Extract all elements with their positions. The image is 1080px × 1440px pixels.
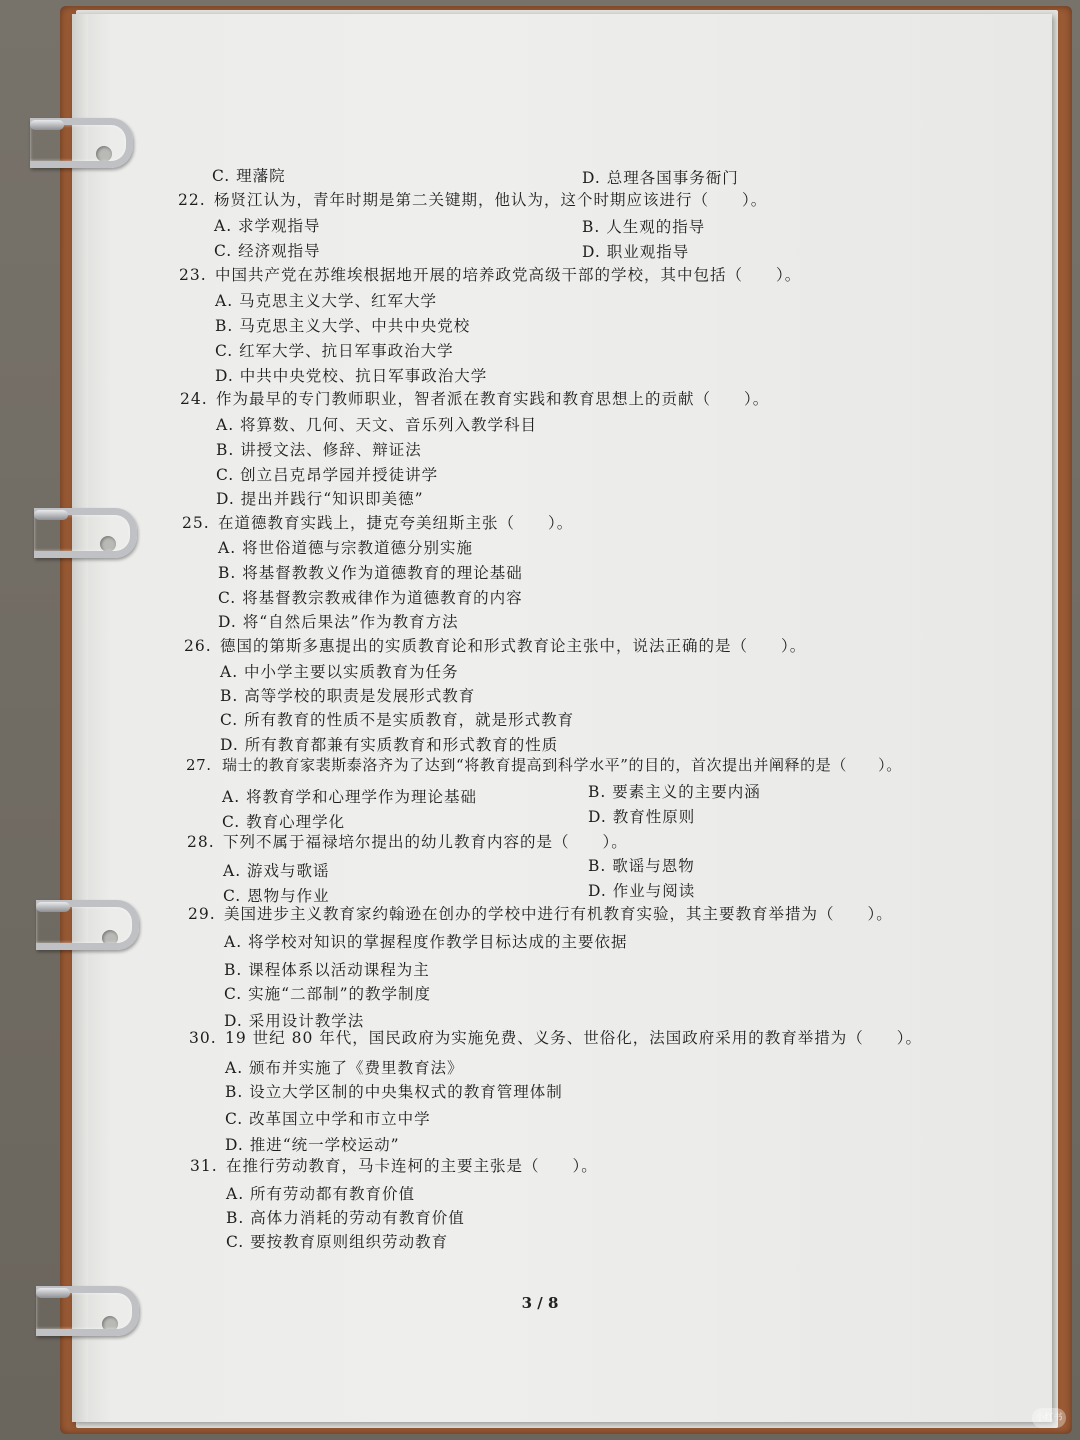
q26-option-d: D. 所有教育都兼有实质教育和形式教育的性质	[220, 736, 559, 754]
q28-option-c: C. 恩物与作业	[223, 887, 330, 905]
q22-number: 22.	[178, 191, 206, 209]
q31-number: 31.	[190, 1157, 218, 1175]
q25-option-a: A. 将世俗道德与宗教道德分别实施	[218, 539, 474, 557]
q25-option-b: B. 将基督教教义作为道德教育的理论基础	[218, 564, 523, 582]
q27-option-d: D. 教育性原则	[588, 808, 696, 826]
q22-option-b: B. 人生观的指导	[582, 218, 706, 236]
q23-stem	[179, 263, 801, 285]
q28-option-a: A. 游戏与歌谣	[223, 862, 330, 880]
q28-number: 28.	[187, 833, 215, 851]
q26-text: 德国的第斯多惠提出的实质教育论和形式教育论主张中，说法正确的是（ ）。	[220, 637, 807, 655]
q23-option-d: D. 中共中央党校、抗日军事政治大学	[215, 367, 488, 385]
q26-option-b: B. 高等学校的职责是发展形式教育	[220, 687, 476, 705]
q24-number: 24.	[180, 390, 208, 408]
q25-stem	[182, 511, 573, 533]
q29-text: 美国进步主义教育家约翰逊在创办的学校中进行有机教育实验，其主要教育举措为（ ）。	[224, 905, 893, 923]
q27-stem	[186, 754, 902, 775]
q30-option-a: A. 颁布并实施了《费里教育法》	[225, 1059, 464, 1077]
q23-number: 23.	[179, 266, 207, 284]
binder-ring-end	[36, 902, 70, 912]
q22-option-c: C. 经济观指导	[214, 242, 321, 260]
q31-text: 在推行劳动教育，马卡连柯的主要主张是（ ）。	[226, 1157, 598, 1175]
q30-stem	[189, 1026, 922, 1048]
q28-stem	[187, 830, 628, 852]
q22-option-a: A. 求学观指导	[214, 217, 321, 235]
q29-option-b: B. 课程体系以活动课程为主	[224, 961, 430, 979]
q29-option-d: D. 采用设计教学法	[224, 1012, 365, 1030]
q30-option-d: D. 推进“统一学校运动”	[225, 1136, 400, 1154]
q31-option-b: B. 高体力消耗的劳动有教育价值	[226, 1209, 465, 1227]
q24-option-c: C. 创立吕克昂学园并授徒讲学	[216, 466, 439, 484]
q21-option-c: C. 理藩院	[212, 167, 286, 185]
q26-option-a: A. 中小学主要以实质教育为任务	[220, 663, 459, 681]
q30-option-b: B. 设立大学区制的中央集权式的教育管理体制	[225, 1083, 563, 1101]
q24-stem	[180, 387, 769, 409]
q24-text: 作为最早的专门教师职业，智者派在教育实践和教育思想上的贡献（ ）。	[216, 390, 770, 408]
watermark-logo: 小红书	[1032, 1408, 1066, 1428]
q23-text: 中国共产党在苏维埃根据地开展的培养政党高级干部的学校，其中包括（ ）。	[215, 266, 802, 284]
q25-text: 在道德教育实践上，捷克夸美纽斯主张（ ）。	[218, 514, 574, 532]
binder-ring-end	[30, 120, 64, 130]
q31-option-a: A. 所有劳动都有教育价值	[226, 1185, 416, 1203]
q23-option-c: C. 红军大学、抗日军事政治大学	[215, 342, 454, 360]
q26-option-c: C. 所有教育的性质不是实质教育，就是形式教育	[220, 711, 575, 729]
binder-ring-end	[34, 510, 68, 520]
q29-number: 29.	[188, 905, 216, 923]
page-number: 3 / 8	[521, 1294, 559, 1312]
q27-number: 27.	[186, 756, 212, 774]
q30-option-c: C. 改革国立中学和市立中学	[225, 1110, 431, 1128]
q23-option-b: B. 马克思主义大学、中共中央党校	[215, 317, 471, 335]
q24-option-a: A. 将算数、几何、天文、音乐列入教学科目	[216, 416, 538, 434]
q25-option-c: C. 将基督教宗教戒律作为道德教育的内容	[218, 589, 523, 607]
q29-option-a: A. 将学校对知识的掌握程度作教学目标达成的主要依据	[224, 933, 628, 951]
q29-option-c: C. 实施“二部制”的教学制度	[224, 985, 432, 1003]
q24-option-d: D. 提出并践行“知识即美德”	[216, 490, 424, 508]
q24-option-b: B. 讲授文法、修辞、辩证法	[216, 441, 422, 459]
q22-stem	[178, 188, 767, 210]
q26-number: 26.	[184, 637, 212, 655]
q31-option-c: C. 要按教育原则组织劳动教育	[226, 1233, 449, 1251]
q27-option-a: A. 将教育学和心理学作为理论基础	[222, 788, 478, 806]
q27-option-c: C. 教育心理学化	[222, 813, 346, 831]
q21-option-d: D. 总理各国事务衙门	[582, 169, 739, 187]
q29-stem	[188, 902, 893, 924]
q28-text: 下列不属于福禄培尔提出的幼儿教育内容的是（ ）。	[223, 833, 628, 851]
q30-text: 19 世纪 80 年代，国民政府为实施免费、义务、世俗化，法国政府采用的教育举措为（ ）。	[225, 1029, 922, 1047]
q25-number: 25.	[182, 514, 210, 532]
q28-option-b: B. 歌谣与恩物	[588, 857, 695, 875]
q28-option-d: D. 作业与阅读	[588, 882, 696, 900]
q22-option-d: D. 职业观指导	[582, 243, 690, 261]
q31-stem	[190, 1154, 598, 1176]
q26-stem	[184, 634, 806, 656]
q27-text: 瑞士的教育家裴斯泰洛齐为了达到“将教育提高到科学水平”的目的，首次提出并阐释的是（ ）。	[222, 756, 902, 774]
q22-text: 杨贤江认为，青年时期是第二关键期，他认为，这个时期应该进行（ ）。	[214, 191, 768, 209]
q23-option-a: A. 马克思主义大学、红军大学	[215, 292, 438, 310]
q25-option-d: D. 将“自然后果法”作为教育方法	[218, 613, 459, 631]
q27-option-b: B. 要素主义的主要内涵	[588, 783, 761, 801]
page-spine-shadow	[72, 14, 88, 1422]
q30-number: 30.	[189, 1029, 217, 1047]
